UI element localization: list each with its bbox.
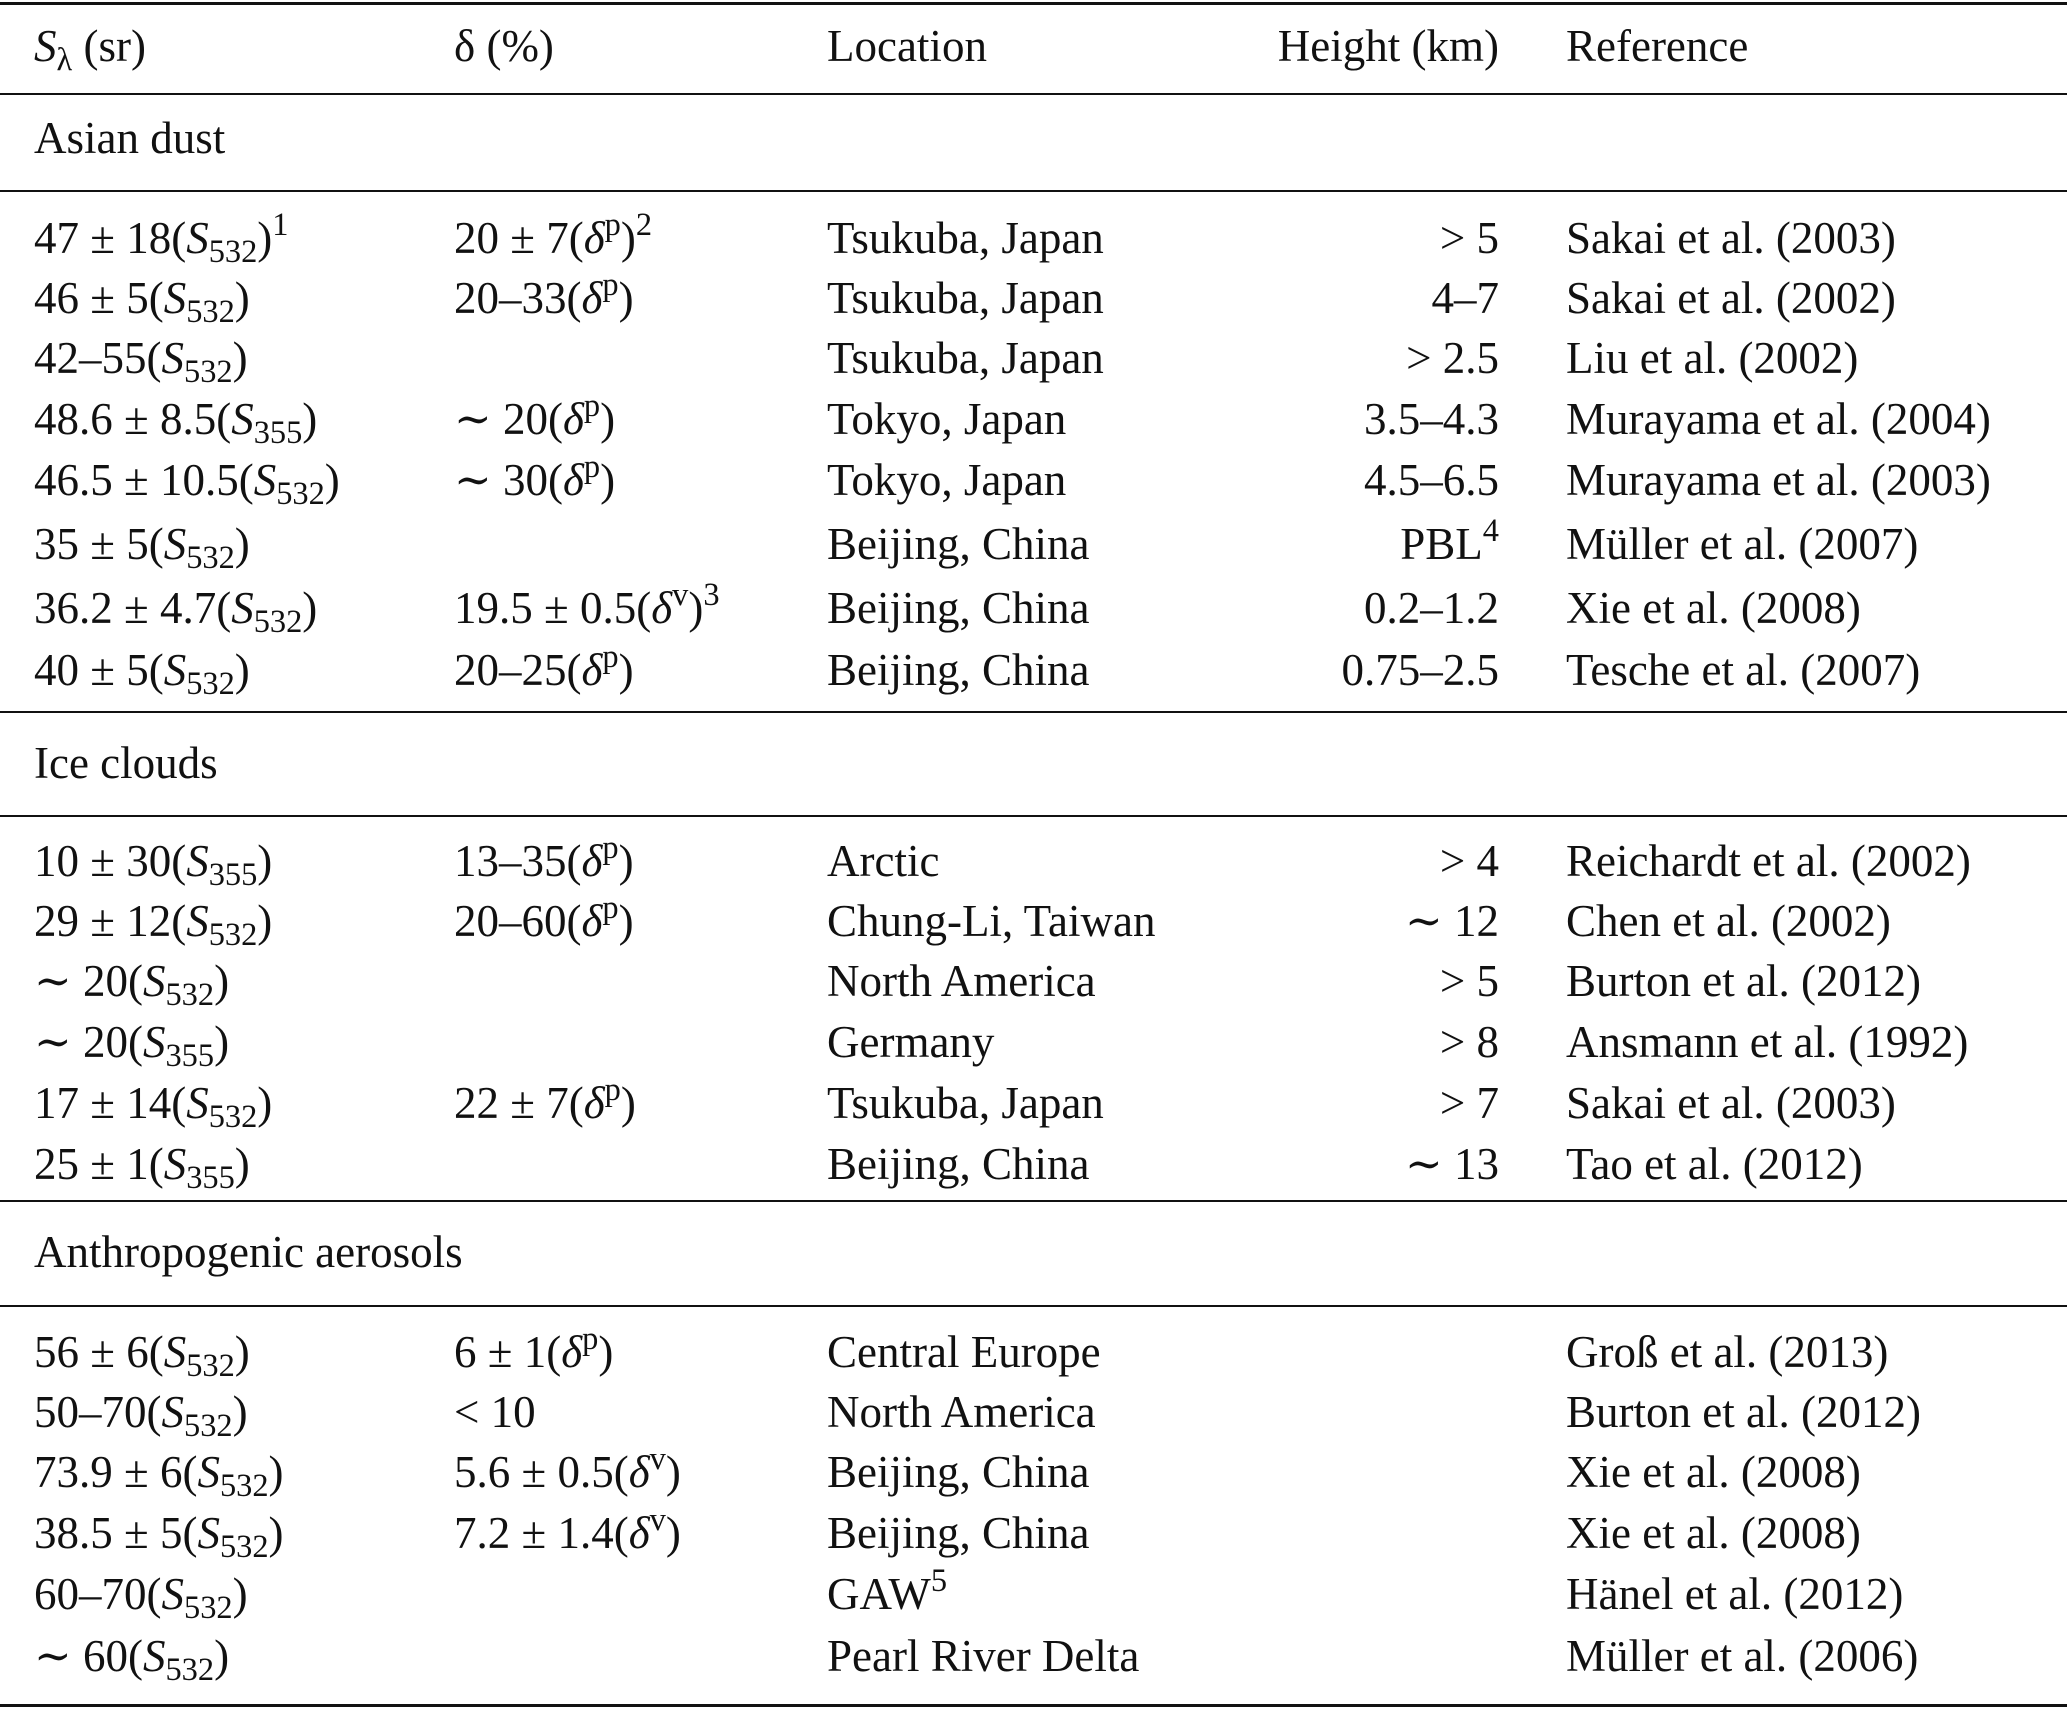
lidar-ratio-value: 60–70 bbox=[34, 1569, 147, 1619]
height-text: > 7 bbox=[1439, 1078, 1499, 1128]
delta-symbol: δ bbox=[583, 213, 605, 263]
header-reference: Reference bbox=[1566, 21, 1749, 71]
depolarization-type: p bbox=[602, 830, 619, 867]
depolarization-value: 7.2 ± 1.4 bbox=[454, 1508, 614, 1558]
depolarization-cell: $20-33(\delta^p)$ bbox=[454, 267, 634, 323]
depolarization-value: 5.6 ± 0.5 bbox=[454, 1447, 614, 1497]
lidar-ratio-cell: ∼ $20(S_{355})$ bbox=[34, 1017, 230, 1075]
table-row bbox=[0, 1502, 2067, 1566]
header-location: Location bbox=[827, 21, 987, 71]
table-row bbox=[0, 328, 2067, 391]
depolarization-cell: ∼ $20(\delta^p)$ bbox=[454, 388, 616, 444]
depolarization-value: ∼ 30 bbox=[454, 455, 548, 505]
lidar-ratio-symbol: S bbox=[163, 273, 187, 323]
height-cell bbox=[1342, 640, 1500, 700]
lidar-ratio-cell: $10 \pm 30(S_{355})$ bbox=[34, 836, 273, 894]
table-row bbox=[0, 1626, 2067, 1689]
table-row bbox=[0, 1382, 2067, 1445]
depolarization-cell: $5.6 \pm 0.5(\delta^v)$ bbox=[454, 1441, 681, 1497]
table-row bbox=[0, 951, 2067, 1014]
wavelength-subscript: 532 bbox=[165, 977, 215, 1014]
footnote-marker: 5 bbox=[930, 1563, 948, 1600]
lidar-ratio-value: 47 ± 18 bbox=[34, 213, 172, 263]
height-cell bbox=[1432, 268, 1500, 328]
location-cell bbox=[827, 951, 1096, 1011]
lidar-ratio-value: 56 ± 6 bbox=[34, 1327, 149, 1377]
wavelength-subscript: 532 bbox=[253, 604, 303, 641]
table-row bbox=[0, 1563, 2067, 1627]
height-text: > 5 bbox=[1439, 213, 1499, 263]
location-text: Tokyo, Japan bbox=[827, 394, 1067, 444]
location-cell bbox=[827, 1442, 1090, 1502]
table-row bbox=[0, 513, 2067, 577]
reference-cell: Sakai et al. (2003) bbox=[1566, 213, 1896, 263]
lidar-ratio-value: 48.6 ± 8.5 bbox=[34, 394, 217, 444]
location-text: Beijing, China bbox=[827, 1139, 1090, 1189]
delta-symbol: δ bbox=[581, 273, 603, 323]
depolarization-value: < 10 bbox=[454, 1387, 536, 1437]
lidar-ratio-value: ∼ 20 bbox=[34, 1017, 128, 1067]
reference-cell: Burton et al. (2012) bbox=[1566, 956, 1921, 1006]
location-cell bbox=[827, 1134, 1090, 1194]
reference-cell: Sakai et al. (2002) bbox=[1566, 273, 1896, 323]
table-row bbox=[0, 890, 2067, 954]
height-cell bbox=[1364, 578, 1499, 638]
depolarization-value: 22 ± 7 bbox=[454, 1078, 569, 1128]
lidar-ratio-cell: $60-70(S_{532})$ bbox=[34, 1569, 248, 1627]
wavelength-subscript: 532 bbox=[276, 476, 325, 513]
location-cell bbox=[827, 1012, 994, 1072]
height-cell bbox=[1440, 208, 1499, 268]
delta-symbol: δ bbox=[628, 1508, 650, 1558]
height-cell bbox=[1364, 450, 1499, 510]
lidar-ratio-value: 73.9 ± 6 bbox=[34, 1447, 183, 1497]
table-row bbox=[0, 1441, 2067, 1505]
lidar-ratio-cell: $17 \pm 14(S_{532})$ bbox=[34, 1078, 273, 1136]
depolarization-value: 20–60 bbox=[454, 896, 567, 946]
location-cell bbox=[827, 1382, 1096, 1442]
height-text: 3.5–4.3 bbox=[1364, 394, 1499, 444]
header-rule bbox=[0, 93, 2067, 95]
location-text: GAW bbox=[827, 1569, 931, 1619]
location-text: Tsukuba, Japan bbox=[827, 213, 1104, 263]
wavelength-subscript: 532 bbox=[219, 1468, 269, 1505]
lidar-ratio-cell: $73.9 \pm 6(S_{532})$ bbox=[34, 1447, 284, 1505]
footnote-marker: 3 bbox=[703, 577, 720, 614]
header-lidar-ratio: $S_\lambda$ (sr) bbox=[34, 21, 146, 79]
reference-cell: Liu et al. (2002) bbox=[1566, 333, 1859, 383]
lidar-ratio-cell: ∼ $60(S_{532})$ bbox=[34, 1631, 230, 1689]
lidar-ratio-symbol: S bbox=[186, 896, 209, 946]
lidar-ratio-symbol: S bbox=[142, 956, 166, 1006]
delta-symbol: δ bbox=[581, 896, 603, 946]
depolarization-value: 6 ± 1 bbox=[454, 1327, 547, 1377]
wavelength-subscript: 532 bbox=[186, 1348, 235, 1385]
lidar-ratio-value: 46.5 ± 10.5 bbox=[34, 455, 239, 505]
lidar-ratio-symbol: S bbox=[186, 1078, 209, 1128]
depolarization-value: 13–35 bbox=[454, 836, 567, 886]
header-depolarization: δ (%) bbox=[454, 21, 554, 71]
section-header-rule bbox=[0, 815, 2067, 817]
height-cell bbox=[1405, 891, 1499, 951]
height-text: > 8 bbox=[1439, 1017, 1499, 1067]
wavelength-subscript: 532 bbox=[219, 1529, 269, 1566]
lidar-ratio-symbol: S bbox=[163, 519, 187, 569]
lidar-ratio-symbol: S bbox=[186, 213, 209, 263]
location-cell bbox=[827, 831, 939, 891]
lidar-ratio-symbol: S bbox=[161, 1387, 184, 1437]
location-text: Beijing, China bbox=[827, 1508, 1090, 1558]
lidar-ratio-cell: $46.5 \pm 10.5(S_{532})$ bbox=[34, 455, 340, 513]
lidar-ratio-symbol: S bbox=[142, 1631, 166, 1681]
reference-cell: Ansmann et al. (1992) bbox=[1566, 1017, 1969, 1067]
lidar-ratio-cell: $42-55(S_{532})$ bbox=[34, 333, 248, 391]
height-text: 4–7 bbox=[1431, 273, 1499, 323]
lidar-ratio-cell: $56 \pm 6(S_{532})$ bbox=[34, 1327, 250, 1385]
bottom-rule bbox=[0, 1704, 2067, 1707]
depolarization-type: p bbox=[602, 639, 619, 676]
footnote-marker: 4 bbox=[1482, 513, 1499, 550]
depolarization-cell: $20-25(\delta^p)$ bbox=[454, 639, 634, 695]
depolarization-type: p bbox=[604, 1072, 621, 1109]
lidar-ratio-symbol: S bbox=[253, 455, 277, 505]
height-cell bbox=[1405, 1134, 1499, 1194]
lidar-ratio-cell: $35 \pm 5(S_{532})$ bbox=[34, 519, 250, 577]
lidar-ratio-symbol: S bbox=[197, 1508, 220, 1558]
table-row bbox=[0, 267, 2067, 331]
wavelength-subscript: 532 bbox=[186, 294, 235, 331]
height-text: 0.75–2.5 bbox=[1341, 645, 1499, 695]
lidar-ratio-cell: $40 \pm 5(S_{532})$ bbox=[34, 645, 250, 703]
reference-cell: Groß et al. (2013) bbox=[1566, 1327, 1889, 1377]
lidar-ratio-value: 17 ± 14 bbox=[34, 1078, 172, 1128]
top-rule bbox=[0, 2, 2067, 5]
wavelength-subscript: 532 bbox=[208, 234, 258, 271]
depolarization-cell bbox=[454, 1382, 536, 1442]
location-text: Tsukuba, Japan bbox=[827, 273, 1104, 323]
depolarization-cell: $7.2 \pm 1.4(\delta^v)$ bbox=[454, 1502, 681, 1558]
wavelength-subscript: 355 bbox=[253, 415, 303, 452]
depolarization-value: ∼ 20 bbox=[454, 394, 548, 444]
lidar-ratio-value: 25 ± 1 bbox=[34, 1139, 149, 1189]
reference-cell: Tao et al. (2012) bbox=[1566, 1139, 1863, 1189]
depolarization-type: p bbox=[604, 207, 621, 244]
lidar-ratio-symbol: S bbox=[186, 836, 209, 886]
depolarization-cell: $22 \pm 7(\delta^p)$ bbox=[454, 1072, 636, 1128]
lidar-ratio-value: 35 ± 5 bbox=[34, 519, 149, 569]
delta-symbol: δ bbox=[562, 455, 584, 505]
delta-symbol: δ bbox=[651, 583, 673, 633]
table-row bbox=[0, 1321, 2067, 1385]
location-cell bbox=[827, 1564, 947, 1624]
location-cell bbox=[827, 1626, 1139, 1686]
lidar-ratio-symbol: S bbox=[161, 1569, 184, 1619]
section-title: Anthropogenic aerosols bbox=[34, 1227, 463, 1277]
header-height: Height (km) bbox=[1277, 21, 1499, 71]
lidar-ratio-symbol: S bbox=[161, 333, 184, 383]
wavelength-subscript: 532 bbox=[186, 666, 235, 703]
height-cell bbox=[1440, 831, 1499, 891]
reference-cell: Chen et al. (2002) bbox=[1566, 896, 1891, 946]
table-row bbox=[0, 1134, 2067, 1197]
depolarization-value: 19.5 ± 0.5 bbox=[454, 583, 637, 633]
lidar-ratio-value: 40 ± 5 bbox=[34, 645, 149, 695]
reference-cell: Reichardt et al. (2002) bbox=[1566, 836, 1971, 886]
reference-cell: Xie et al. (2008) bbox=[1566, 1447, 1861, 1497]
delta-symbol: δ bbox=[561, 1327, 583, 1377]
location-text: Arctic bbox=[827, 836, 940, 886]
depolarization-type: p bbox=[583, 388, 601, 425]
lidar-ratio-cell: ∼ $20(S_{532})$ bbox=[34, 956, 230, 1014]
reference-cell: Xie et al. (2008) bbox=[1566, 583, 1861, 633]
lidar-ratio-cell: $29 \pm 12(S_{532})$ bbox=[34, 896, 273, 954]
section-title: Asian dust bbox=[34, 113, 226, 163]
location-cell bbox=[827, 514, 1090, 574]
reference-cell: Burton et al. (2012) bbox=[1566, 1387, 1921, 1437]
lidar-ratio-value: 50–70 bbox=[34, 1387, 147, 1437]
height-cell bbox=[1400, 514, 1499, 574]
footnote-marker: 1 bbox=[272, 207, 289, 244]
location-text: Central Europe bbox=[827, 1327, 1101, 1377]
location-cell bbox=[827, 450, 1066, 510]
section-header-rule bbox=[0, 1305, 2067, 1307]
depolarization-value: 20–33 bbox=[454, 273, 567, 323]
lidar-ratio-cell: $47 \pm 18(S_{532})^1$ bbox=[34, 207, 289, 271]
height-text: > 2.5 bbox=[1406, 333, 1499, 383]
location-text: Beijing, China bbox=[827, 645, 1090, 695]
depolarization-cell: $20-60(\delta^p)$ bbox=[454, 890, 634, 946]
depolarization-cell: ∼ $30(\delta^p)$ bbox=[454, 449, 616, 505]
lidar-ratio-symbol: S bbox=[197, 1447, 220, 1497]
reference-cell: Hänel et al. (2012) bbox=[1566, 1569, 1904, 1619]
wavelength-subscript: 532 bbox=[165, 1652, 215, 1689]
reference-cell: Sakai et al. (2003) bbox=[1566, 1078, 1896, 1128]
depolarization-value: 20 ± 7 bbox=[454, 213, 569, 263]
lidar-ratio-symbol: S bbox=[231, 583, 254, 633]
height-cell bbox=[1364, 389, 1499, 449]
location-text: North America bbox=[827, 956, 1096, 1006]
height-text: > 5 bbox=[1439, 956, 1499, 1006]
lidar-ratio-value: 29 ± 12 bbox=[34, 896, 172, 946]
table-row bbox=[0, 1012, 2067, 1075]
depolarization-cell: $6 \pm 1(\delta^p)$ bbox=[454, 1321, 614, 1377]
reference-cell: Murayama et al. (2004) bbox=[1566, 394, 1991, 444]
lidar-ratio-symbol: S bbox=[163, 645, 187, 695]
table-row bbox=[0, 207, 2067, 271]
height-cell bbox=[1440, 1073, 1499, 1133]
depolarization-type: p bbox=[602, 267, 619, 304]
location-cell bbox=[827, 389, 1066, 449]
height-text: 4.5–6.5 bbox=[1364, 455, 1499, 505]
lidar-ratio-symbol: S bbox=[163, 1139, 187, 1189]
location-cell bbox=[827, 328, 1104, 388]
location-cell bbox=[827, 640, 1090, 700]
wavelength-subscript: 355 bbox=[165, 1038, 215, 1075]
footnote-marker: 2 bbox=[635, 207, 653, 244]
table-row bbox=[0, 388, 2067, 452]
location-text: Tsukuba, Japan bbox=[827, 333, 1104, 383]
location-text: North America bbox=[827, 1387, 1096, 1437]
delta-symbol: δ bbox=[583, 1078, 605, 1128]
reference-cell: Tesche et al. (2007) bbox=[1566, 645, 1921, 695]
section-title: Ice clouds bbox=[34, 738, 218, 788]
location-text: Tsukuba, Japan bbox=[827, 1078, 1104, 1128]
delta-symbol: δ bbox=[628, 1447, 650, 1497]
wavelength-subscript: 355 bbox=[186, 1160, 235, 1197]
depolarization-cell: $19.5 \pm 0.5(\delta^v)^3$ bbox=[454, 577, 720, 633]
depolarization-value: 20–25 bbox=[454, 645, 567, 695]
reference-cell: Müller et al. (2006) bbox=[1566, 1631, 1919, 1681]
wavelength-subscript: 532 bbox=[184, 354, 233, 391]
lidar-ratio-value: 10 ± 30 bbox=[34, 836, 172, 886]
lidar-ratio-value: ∼ 60 bbox=[34, 1631, 128, 1681]
location-text: Chung-Li, Taiwan bbox=[827, 896, 1156, 946]
reference-cell: Murayama et al. (2003) bbox=[1566, 455, 1991, 505]
wavelength-subscript: 532 bbox=[208, 917, 258, 954]
lidar-ratio-cell: $25 \pm 1(S_{355})$ bbox=[34, 1139, 250, 1197]
table-row bbox=[0, 1072, 2067, 1136]
table-row bbox=[0, 577, 2067, 641]
table-row bbox=[0, 449, 2067, 513]
location-text: Pearl River Delta bbox=[827, 1631, 1140, 1681]
height-text: ∼ 12 bbox=[1405, 896, 1499, 946]
lidar-ratio-cell: $38.5 \pm 5(S_{532})$ bbox=[34, 1508, 284, 1566]
lidar-ratio-value: ∼ 20 bbox=[34, 956, 128, 1006]
location-cell bbox=[827, 1503, 1090, 1563]
location-text: Germany bbox=[827, 1017, 995, 1067]
wavelength-subscript: 532 bbox=[186, 540, 235, 577]
location-cell bbox=[827, 1322, 1101, 1382]
section-rule bbox=[0, 711, 2067, 713]
lidar-ratio-symbol: S bbox=[163, 1327, 187, 1377]
table-row bbox=[0, 830, 2067, 894]
location-cell bbox=[827, 891, 1155, 951]
depolarization-type: v bbox=[649, 1441, 666, 1478]
depolarization-type: p bbox=[583, 449, 601, 486]
lidar-ratio-value: 38.5 ± 5 bbox=[34, 1508, 183, 1558]
lidar-ratio-cell: $48.6 \pm 8.5(S_{355})$ bbox=[34, 394, 318, 452]
location-cell bbox=[827, 1073, 1104, 1133]
height-text: ∼ 13 bbox=[1405, 1139, 1499, 1189]
depolarization-type: p bbox=[602, 890, 619, 927]
location-cell bbox=[827, 208, 1104, 268]
lidar-ratio-cell: $50-70(S_{532})$ bbox=[34, 1387, 248, 1445]
height-cell bbox=[1406, 328, 1499, 388]
section-header-rule bbox=[0, 190, 2067, 192]
height-cell bbox=[1440, 1012, 1499, 1072]
depolarization-type: p bbox=[582, 1321, 599, 1358]
lidar-ratio-symbol: S bbox=[231, 394, 254, 444]
lidar-ratio-value: 46 ± 5 bbox=[34, 273, 149, 323]
location-text: Beijing, China bbox=[827, 583, 1090, 633]
lidar-ratio-value: 36.2 ± 4.7 bbox=[34, 583, 217, 633]
height-text: > 4 bbox=[1439, 836, 1499, 886]
lidar-ratio-symbol: S bbox=[142, 1017, 166, 1067]
wavelength-subscript: 355 bbox=[208, 857, 258, 894]
height-text: 0.2–1.2 bbox=[1364, 583, 1499, 633]
depolarization-type: v bbox=[649, 1502, 666, 1539]
reference-cell: Xie et al. (2008) bbox=[1566, 1508, 1861, 1558]
lidar-ratio-cell: $36.2 \pm 4.7(S_{532})$ bbox=[34, 583, 318, 641]
depolarization-cell: $20 \pm 7(\delta^p)^2$ bbox=[454, 207, 653, 263]
delta-symbol: δ bbox=[581, 645, 603, 695]
wavelength-subscript: 532 bbox=[184, 1590, 233, 1627]
location-cell bbox=[827, 268, 1104, 328]
lidar-ratio-value: 42–55 bbox=[34, 333, 147, 383]
lidar-ratio-cell: $46 \pm 5(S_{532})$ bbox=[34, 273, 250, 331]
depolarization-type: v bbox=[672, 577, 689, 614]
height-text: PBL bbox=[1400, 519, 1483, 569]
location-text: Tokyo, Japan bbox=[827, 455, 1067, 505]
table-row bbox=[0, 639, 2067, 703]
depolarization-cell: $13-35(\delta^p)$ bbox=[454, 830, 634, 886]
reference-cell: Müller et al. (2007) bbox=[1566, 519, 1919, 569]
location-text: Beijing, China bbox=[827, 1447, 1090, 1497]
wavelength-subscript: 532 bbox=[184, 1408, 233, 1445]
delta-symbol: δ bbox=[562, 394, 584, 444]
header-row bbox=[0, 16, 2067, 79]
section-rule bbox=[0, 1200, 2067, 1202]
height-cell bbox=[1440, 951, 1499, 1011]
location-cell bbox=[827, 578, 1090, 638]
wavelength-subscript: 532 bbox=[208, 1099, 258, 1136]
delta-symbol: δ bbox=[581, 836, 603, 886]
location-text: Beijing, China bbox=[827, 519, 1090, 569]
